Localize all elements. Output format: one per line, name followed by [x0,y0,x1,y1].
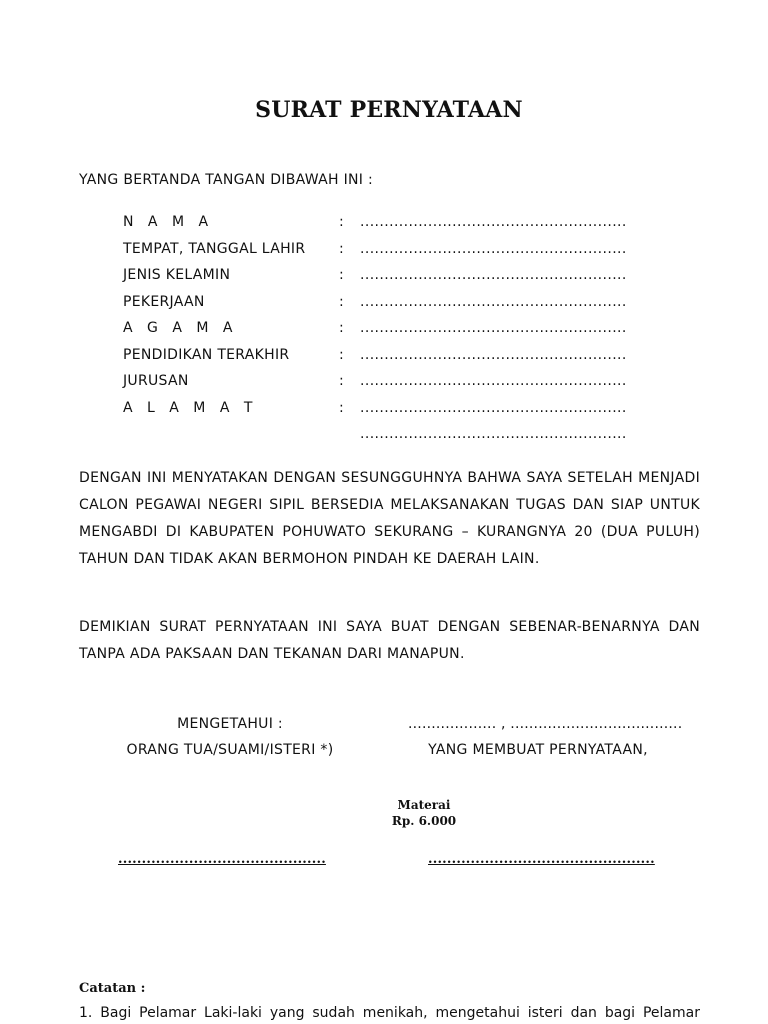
field-blank: ....................................................... [360,293,627,310]
field-colon: : [339,293,345,310]
field-blank: ....................................................... [360,426,627,442]
guardian-role: ORANG TUA/SUAMI/ISTERI *) [126,742,334,758]
field-label: A G A M A [123,320,238,336]
field-colon: : [339,373,345,389]
declarant-role: YANG MEMBUAT PERNYATAAN, [428,742,648,758]
field-blank: ....................................................... [360,346,627,363]
field-colon: : [339,214,345,230]
notes-title: Catatan : [79,981,146,996]
materai-amount: Rp. 6.000 [391,814,457,828]
field-blank: ....................................................... [360,399,627,416]
mengetahui-heading: MENGETAHUI : [177,716,283,732]
document-title: SURAT PERNYATAAN [255,97,523,123]
field-colon: : [339,346,345,363]
field-label: N A M A [123,214,214,230]
materai-stamp-label [374,797,474,829]
field-label: PEKERJAAN [123,293,205,310]
field-blank: ....................................................... [360,320,627,336]
materai-line: Materai [397,798,451,812]
field-label: JURUSAN [123,373,189,389]
place-date-blank: ................... , ..................................... [408,716,683,732]
field-blank: ....................................................... [360,214,627,230]
guardian-signature-line: ............................................ [118,852,326,867]
intro-line: YANG BERTANDA TANGAN DIBAWAH INI : [79,172,373,188]
field-blank: ....................................................... [360,240,627,257]
field-label: TEMPAT, TANGGAL LAHIR [123,240,306,257]
closing-paragraph: DEMIKIAN SURAT PERNYATAAN INI SAYA BUAT DENGAN SEBENAR-BENARNYA DAN TANPA ADA PAKSAAN DAN TEKANAN DARI MANAPUN. [79,619,700,662]
field-label: A L A M A T [123,399,258,416]
declarant-signature-line: ................................................ [428,852,655,867]
field-colon: : [339,240,345,257]
notes-item: 1. Bagi Pelamar Laki-laki yang sudah menikah, mengetahui isteri dan bagi Pelamar [79,1005,700,1021]
field-label: PENDIDIKAN TERAKHIR [123,346,290,363]
field-colon: : [339,399,345,416]
field-blank: ....................................................... [360,373,627,389]
field-label: JENIS KELAMIN [123,267,231,283]
field-colon: : [339,267,345,283]
field-blank: ....................................................... [360,267,627,283]
statement-paragraph: DENGAN INI MENYATAKAN DENGAN SESUNGGUHNYA BAHWA SAYA SETELAH MENJADI CALON PEGAWAI NEGERI SIPIL BERSEDIA MELAKSANAKAN TUGAS DAN SIAP UNTUK MENGABDI DI KABUPATEN POHUWATO SEKURANG – KURANGNYA 20 (DUA PULUH) TAHUN DAN TIDAK AKAN BERMOHON PINDAH KE DAERAH LAIN. [79,470,700,567]
field-colon: : [339,320,345,336]
